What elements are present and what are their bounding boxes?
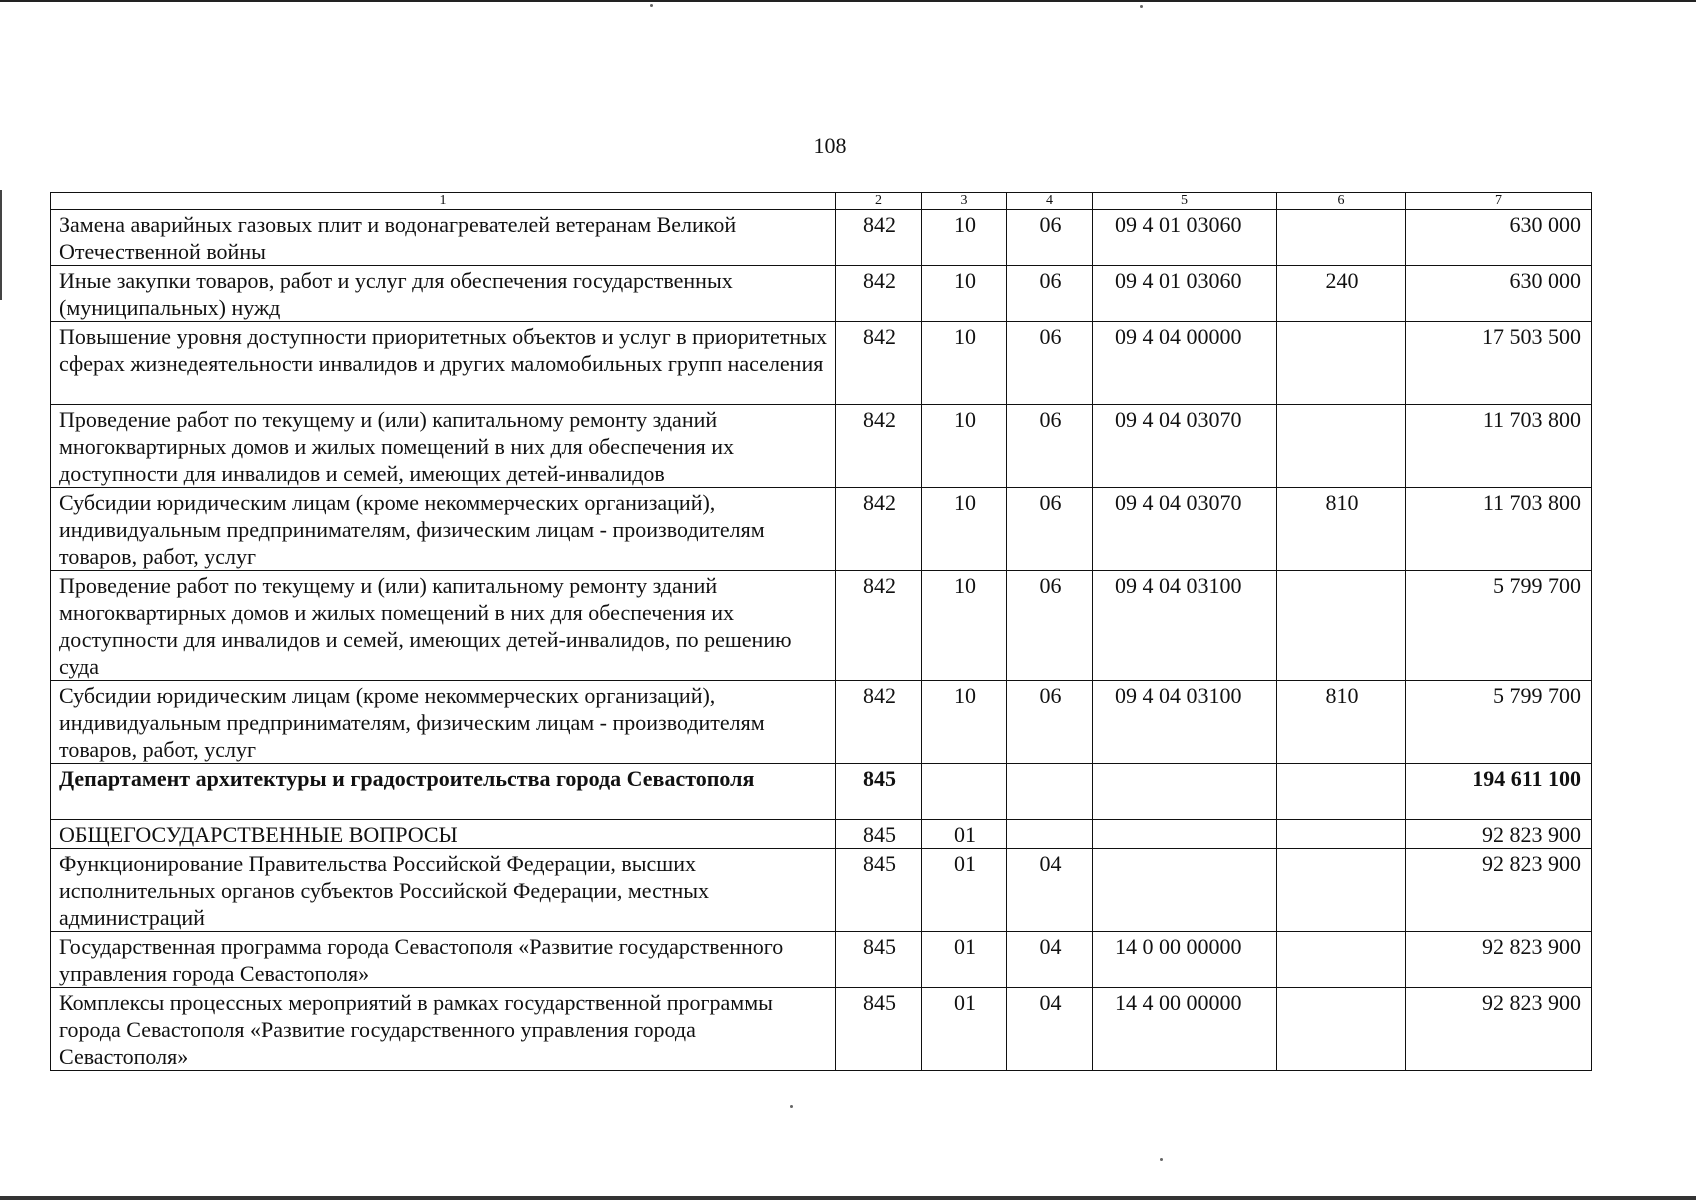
subsection-code [1007,764,1093,820]
table-row [51,681,1592,764]
expense-type-code: 810 [1277,488,1406,571]
target-article-code: 09 4 04 03070 [1093,405,1277,488]
expense-type-code [1277,322,1406,405]
table-row [51,210,1592,266]
subsection-code: 06 [1007,322,1093,405]
bottom-scan-rule [0,1196,1696,1200]
amount: 11 703 800 [1406,405,1592,488]
item-name: ОБЩЕГОСУДАРСТВЕННЫЕ ВОПРОСЫ [51,820,836,849]
dept-code: 845 [836,820,922,849]
dept-code: 842 [836,210,922,266]
expense-type-code [1277,820,1406,849]
header-cell: 4 [1007,193,1093,210]
section-code: 01 [922,849,1007,932]
target-article-code: 09 4 04 03100 [1093,571,1277,681]
dept-code: 842 [836,405,922,488]
dept-code: 845 [836,932,922,988]
item-name: Субсидии юридическим лицам (кроме некоммерческих организаций), индивидуальным предпринимателям, физическим лицам - производителям товаров, работ, услуг [51,681,836,764]
table-row [51,266,1592,322]
header-cell: 7 [1406,193,1592,210]
expense-type-code [1277,764,1406,820]
expense-type-code [1277,932,1406,988]
target-article-code [1093,849,1277,932]
header-cell: 2 [836,193,922,210]
dept-code: 842 [836,322,922,405]
target-article-code: 09 4 04 00000 [1093,322,1277,405]
subsection-code: 06 [1007,210,1093,266]
table-row [51,405,1592,488]
table-row [51,571,1592,681]
dept-code: 845 [836,988,922,1071]
target-article-code: 09 4 04 03100 [1093,681,1277,764]
target-article-code: 09 4 01 03060 [1093,210,1277,266]
amount: 630 000 [1406,210,1592,266]
amount: 17 503 500 [1406,322,1592,405]
dept-code: 845 [836,849,922,932]
item-name: Иные закупки товаров, работ и услуг для обеспечения государственных (муниципальных) нужд [51,266,836,322]
section-code: 01 [922,988,1007,1071]
header-cell: 6 [1277,193,1406,210]
subsection-code: 04 [1007,988,1093,1071]
header-cell: 1 [51,193,836,210]
target-article-code: 14 0 00 00000 [1093,932,1277,988]
amount: 92 823 900 [1406,820,1592,849]
section-code: 01 [922,932,1007,988]
item-name: Комплексы процессных мероприятий в рамках государственной программы города Севастополя «Развитие государственного управления города Севастополя» [51,988,836,1071]
amount: 5 799 700 [1406,681,1592,764]
budget-table [50,192,1592,1071]
item-name: Проведение работ по текущему и (или) капитальному ремонту зданий многоквартирных домов и жилых помещений в них для обеспечения их доступности для инвалидов и семей, имеющих детей-инвалидов, по решению суда [51,571,836,681]
target-article-code [1093,820,1277,849]
subsection-code: 04 [1007,849,1093,932]
table-row [51,849,1592,932]
top-scan-rule [0,0,1696,2]
subsection-code: 06 [1007,488,1093,571]
item-name: Функционирование Правительства Российской Федерации, высших исполнительных органов субъектов Российской Федерации, местных администраций [51,849,836,932]
amount: 11 703 800 [1406,488,1592,571]
target-article-code [1093,764,1277,820]
scan-speck [1160,1158,1163,1161]
expense-type-code [1277,571,1406,681]
item-name: Замена аварийных газовых плит и водонагревателей ветеранам Великой Отечественной войны [51,210,836,266]
table-row [51,488,1592,571]
left-scan-mark [0,190,2,300]
subsection-code: 06 [1007,681,1093,764]
section-code: 01 [922,820,1007,849]
dept-code: 842 [836,571,922,681]
amount: 630 000 [1406,266,1592,322]
target-article-code: 09 4 04 03070 [1093,488,1277,571]
expense-type-code [1277,849,1406,932]
section-code: 10 [922,266,1007,322]
scan-speck [650,4,653,7]
header-cell: 5 [1093,193,1277,210]
amount: 92 823 900 [1406,988,1592,1071]
item-name: Проведение работ по текущему и (или) капитальному ремонту зданий многоквартирных домов и жилых помещений в них для обеспечения их доступности для инвалидов и семей, имеющих детей-инвалидов [51,405,836,488]
expense-type-code: 810 [1277,681,1406,764]
target-article-code: 14 4 00 00000 [1093,988,1277,1071]
section-code [922,764,1007,820]
expense-type-code [1277,210,1406,266]
item-name: Субсидии юридическим лицам (кроме некоммерческих организаций), индивидуальным предпринимателям, физическим лицам - производителям товаров, работ, услуг [51,488,836,571]
section-code: 10 [922,571,1007,681]
table-row [51,322,1592,405]
section-code: 10 [922,488,1007,571]
table-row [51,820,1592,849]
table-row [51,932,1592,988]
expense-type-code [1277,988,1406,1071]
section-code: 10 [922,322,1007,405]
table-row [51,988,1592,1071]
section-code: 10 [922,681,1007,764]
department-name: Департамент архитектуры и градостроительства города Севастополя [51,764,836,820]
dept-code: 842 [836,266,922,322]
page-number: 108 [813,133,847,158]
section-code: 10 [922,210,1007,266]
column-number-row [51,193,1592,210]
subsection-code: 06 [1007,266,1093,322]
dept-code: 842 [836,488,922,571]
item-name: Государственная программа города Севастополя «Развитие государственного управления города Севастополя» [51,932,836,988]
amount: 5 799 700 [1406,571,1592,681]
subsection-code: 04 [1007,932,1093,988]
header-cell: 3 [922,193,1007,210]
scan-speck [1140,5,1143,8]
amount: 92 823 900 [1406,932,1592,988]
department-row [51,764,1592,820]
scan-speck [790,1105,793,1108]
section-code: 10 [922,405,1007,488]
item-name: Повышение уровня доступности приоритетных объектов и услуг в приоритетных сферах жизнедеятельности инвалидов и других маломобильных групп населения [51,322,836,405]
amount: 92 823 900 [1406,849,1592,932]
dept-code: 845 [836,764,922,820]
amount: 194 611 100 [1406,764,1592,820]
target-article-code: 09 4 01 03060 [1093,266,1277,322]
subsection-code: 06 [1007,405,1093,488]
dept-code: 842 [836,681,922,764]
subsection-code: 06 [1007,571,1093,681]
subsection-code [1007,820,1093,849]
expense-type-code [1277,405,1406,488]
expense-type-code: 240 [1277,266,1406,322]
